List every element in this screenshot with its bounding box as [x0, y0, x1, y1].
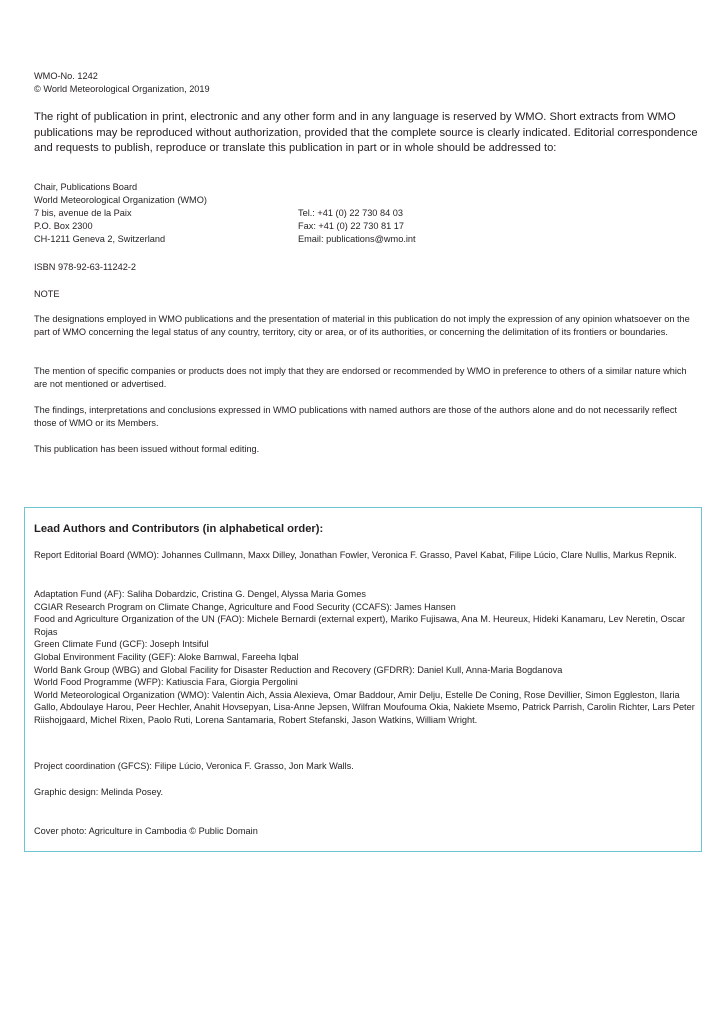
note-heading: NOTE: [34, 289, 60, 299]
address-line-city: CH-1211 Geneva 2, Switzerland: [34, 234, 166, 244]
isbn: ISBN 978-92-63-11242-2: [34, 262, 136, 272]
address-line-po-box: P.O. Box 2300: [34, 221, 93, 231]
contributor-entry: World Bank Group (WBG) and Global Facility for Disaster Reduction and Recovery (GFDRR): Daniel Kull, Anna-Maria Bogdanova: [34, 664, 563, 675]
note-findings: The findings, interpretations and conclusions expressed in WMO publications with named authors are those of the authors alone and do not necessarily reflect those of WMO or its Members.: [34, 405, 677, 428]
contributor-entry: Green Climate Fund (GCF): Joseph Intsiful: [34, 639, 209, 650]
address-line-chair: Chair, Publications Board: [34, 182, 138, 192]
contributor-entry: CGIAR Research Program on Climate Change, Agriculture and Food Security (CCAFS): James Hansen: [34, 601, 456, 612]
contributor-entry: Food and Agriculture Organization of the UN (FAO): Michele Bernardi (external expert), Mariko Fujisawa, Ana M. Heureux, Hideki Kanamaru, Lev Neretin, Oscar Rojas: [34, 614, 686, 637]
fax-number: Fax: +41 (0) 22 730 81 17: [298, 221, 404, 231]
copyright-line: © World Meteorological Organization, 2019: [34, 84, 210, 94]
note-editing: This publication has been issued without formal editing.: [34, 444, 260, 454]
contributor-entry: Global Environment Facility (GEF): Aloke Barnwal, Fareeha Iqbal: [34, 651, 299, 662]
editorial-board-credit: Report Editorial Board (WMO): Johannes Cullmann, Maxx Dilley, Jonathan Fowler, Veronica F. Grasso, Pavel Kabat, Filipe Lúcio, Clare Nullis, Markus Repnik.: [34, 550, 677, 560]
cover-photo-credit: Cover photo: Agriculture in Cambodia © Public Domain: [34, 826, 258, 836]
note-mention: The mention of specific companies or products does not imply that they are endorsed or recommended by WMO in preference to others of a similar nature which are not mentioned or advertised.: [34, 366, 687, 389]
contributor-entry: Adaptation Fund (AF): Saliha Dobardzic, Cristina G. Dengel, Alyssa Maria Gomes: [34, 589, 366, 599]
note-designations: The designations employed in WMO publications and the presentation of material in this publication do not imply the expression of any opinion whatsoever on the part of WMO concerning the legal status of any country, territory, city or area, or of its authorities, or concerning the delimitation of its frontiers or boundaries.: [34, 314, 690, 337]
address-line-organization: World Meteorological Organization (WMO): [34, 195, 207, 205]
contributors-list: [34, 588, 696, 727]
email-address: Email: publications@wmo.int: [298, 234, 416, 244]
contributor-entry: World Food Programme (WFP): Katiuscia Fara, Giorgia Pergolini: [34, 677, 298, 688]
telephone-number: Tel.: +41 (0) 22 730 84 03: [298, 208, 403, 218]
rights-paragraph: The right of publication in print, electronic and any other form and in any language is reserved by WMO. Short extracts from WMO publications may be reproduced without authorization, provided that the complete source is clearly indicated. Editorial correspondence and requests to publish, reproduce or translate this publication in part or in whole should be addressed to:: [34, 111, 698, 154]
credits-title: Lead Authors and Contributors (in alphabetical order):: [34, 523, 324, 535]
contributor-entry: World Meteorological Organization (WMO): Valentin Aich, Assia Alexieva, Omar Baddour, Amir Delju, Estelle De Coning, Rose Devillier, Simon Eggleston, Ilaria Gallo, Abdoulaye Harou, Peer Hechler, Anahit Hovsepyan, Lisa-Anne Jepsen, Wilfran Moufouma Okia, Nakiete Msemo, Patrick Parrish, Carolin Richter, Lars Peter Riishojgaard, Michel Rixen, Paolo Ruti, Lorena Santamaria, Robert Stefanski, Jason Watkins, William Wright.: [34, 689, 695, 725]
graphic-design-credit: Graphic design: Melinda Posey.: [34, 787, 164, 797]
wmo-number: WMO-No. 1242: [34, 71, 98, 81]
address-line-street: 7 bis, avenue de la Paix: [34, 208, 132, 218]
project-coordination-credit: Project coordination (GFCS): Filipe Lúcio, Veronica F. Grasso, Jon Mark Walls.: [34, 761, 354, 771]
